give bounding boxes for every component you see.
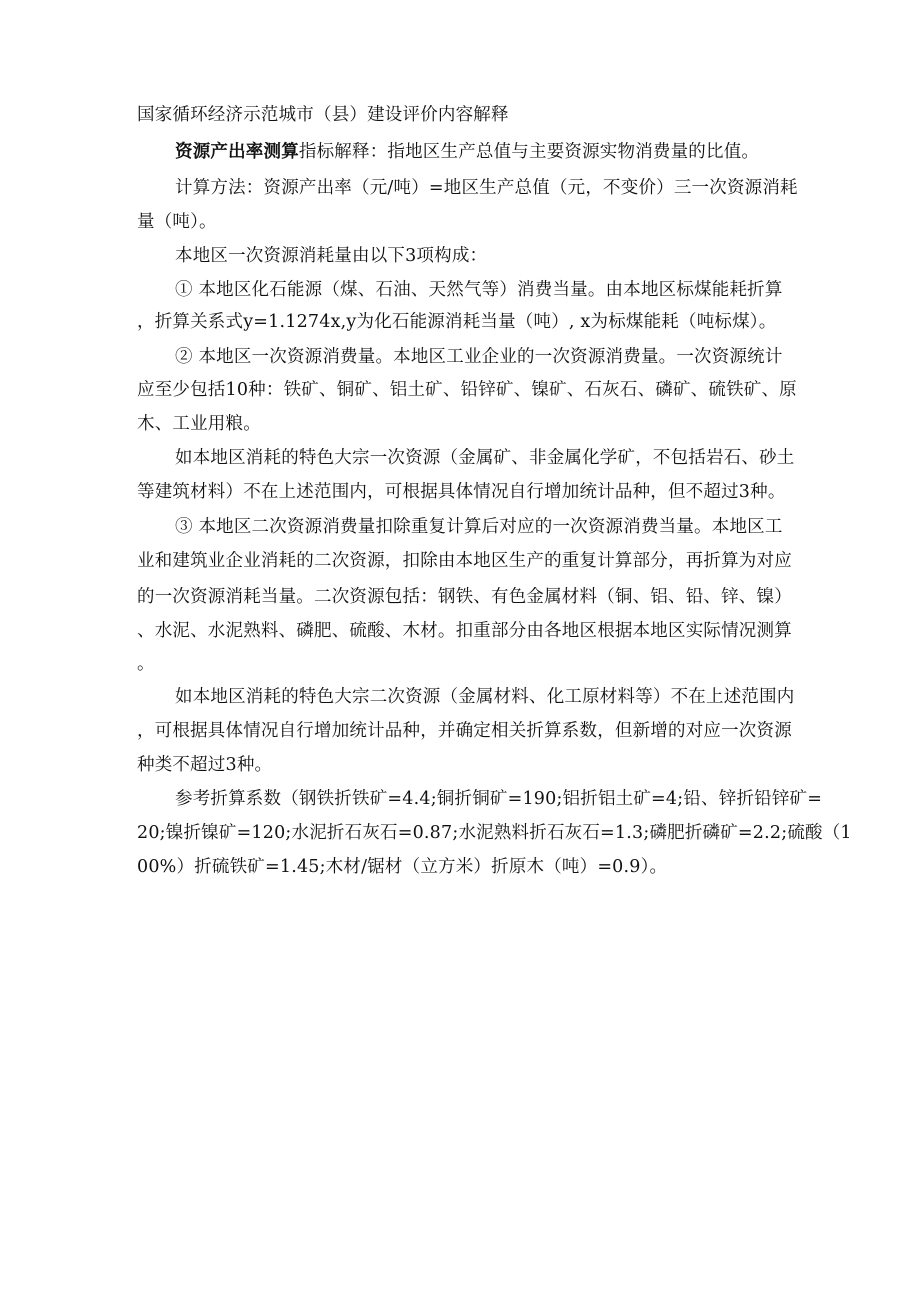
- paragraph-line: ，可根据具体情况自行增加统计品种，并确定相关折算系数，但新增的对应一次资源: [137, 721, 792, 741]
- paragraph-line: ① 本地区化石能源（煤、石油、天然气等）消费当量。由本地区标煤能耗折算: [175, 280, 783, 300]
- paragraph-line: 种类不超过3种。: [137, 755, 273, 775]
- bold-term: 资源产出率测算: [175, 142, 299, 162]
- paragraph-line: 参考折算系数（钢铁折铁矿=4.4;铜折铜矿=190;铝折铝土矿=4;铅、锌折铅锌矿=: [175, 789, 823, 809]
- paragraph-line: 00%）折硫铁矿=1.45;木材/锯材（立方米）折原木（吨）=0.9）。: [137, 857, 668, 877]
- paragraph-line: 业和建筑业企业消耗的二次资源，扣除由本地区生产的重复计算部分，再折算为对应: [137, 551, 792, 571]
- paragraph-line: 等建筑材料）不在上述范围内，可根据具体情况自行增加统计品种，但不超过3种。: [137, 482, 786, 502]
- paragraph-line: ，折算关系式y=1.1274x,y为化石能源消耗当量（吨）, x为标煤能耗（吨标煤）。: [137, 312, 777, 332]
- paragraph-line: 。: [137, 654, 155, 674]
- paragraph-line: 如本地区消耗的特色大宗一次资源（金属矿、非金属化学矿，不包括岩石、砂土: [175, 448, 795, 468]
- paragraph-line: 计算方法：资源产出率（元/吨）=地区生产总值（元，不变价）三一次资源消耗: [175, 178, 798, 198]
- paragraph-line: 木、工业用粮。: [137, 414, 261, 434]
- paragraph-line: ③ 本地区二次资源消费量扣除重复计算后对应的一次资源消费当量。本地区工: [175, 517, 783, 537]
- paragraph-line: ② 本地区一次资源消费量。本地区工业企业的一次资源消费量。一次资源统计: [175, 347, 783, 367]
- text: 指标解释：指地区生产总值与主要资源实物消费量的比值。: [298, 142, 760, 162]
- paragraph-line: 本地区一次资源消耗量由以下3项构成：: [175, 246, 488, 266]
- paragraph-line: 如本地区消耗的特色大宗二次资源（金属材料、化工原材料等）不在上述范围内: [175, 687, 795, 707]
- paragraph-line: 量（吨）。: [137, 212, 217, 232]
- paragraph-line: 应至少包括10种：铁矿、铜矿、铝土矿、铅锌矿、镍矿、石灰石、磷矿、硫铁矿、原: [137, 380, 797, 400]
- paragraph-line: 的一次资源消耗当量。二次资源包括：钢铁、有色金属材料（铜、铝、铅、锌、镍）: [137, 587, 792, 607]
- paragraph-resource-output: [175, 141, 759, 163]
- document-title: 国家循环经济示范城市（县）建设评价内容解释: [137, 105, 509, 125]
- paragraph-line: 20;镍折镍矿=120;水泥折石灰石=0.87;水泥熟料折石灰石=1.3;磷肥折磷矿=2.2;硫酸（1: [137, 823, 852, 843]
- paragraph-line: 、水泥、水泥熟料、磷肥、硫酸、木材。扣重部分由各地区根据本地区实际情况测算: [137, 621, 792, 641]
